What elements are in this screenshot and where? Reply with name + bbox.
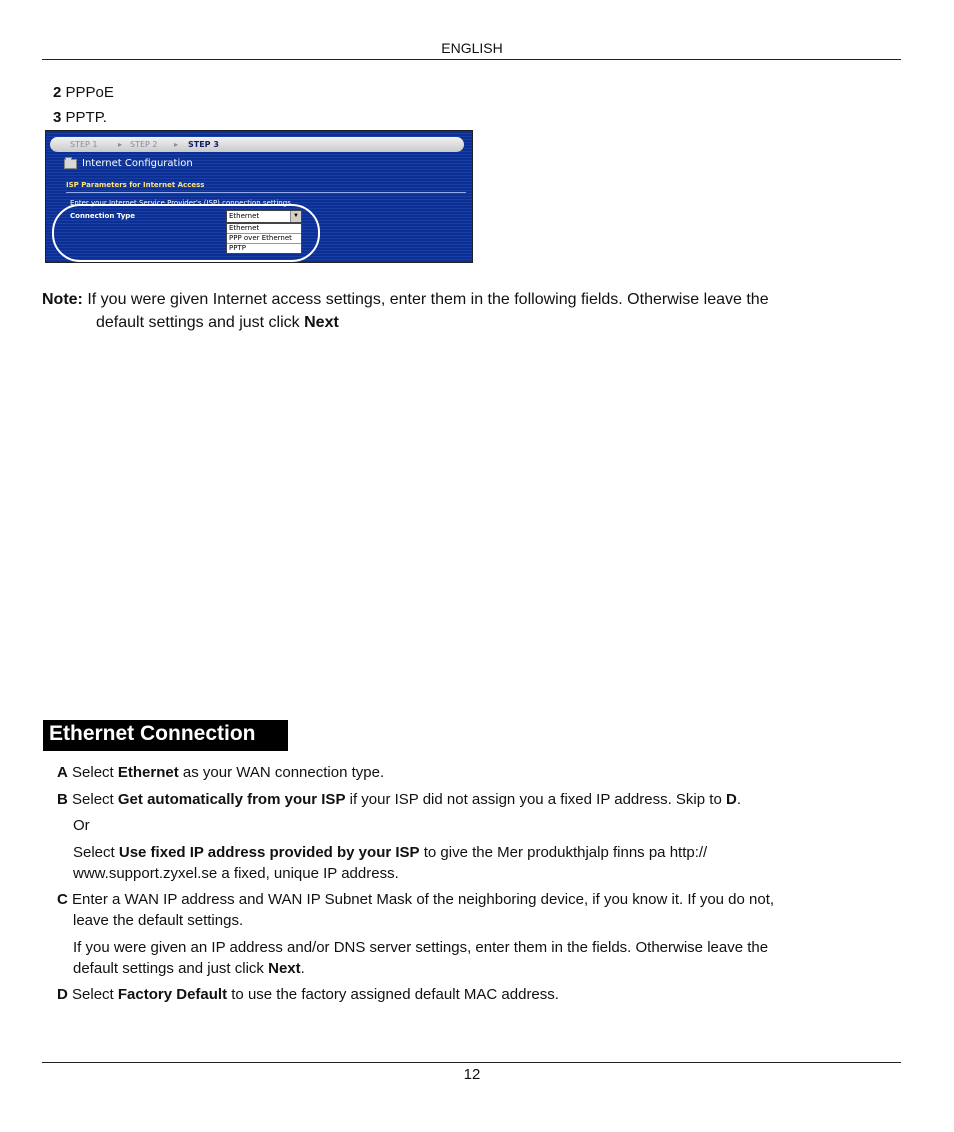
item-d bbox=[57, 984, 559, 1005]
note-next-bold: Next bbox=[304, 314, 339, 331]
item-text: . bbox=[300, 960, 305, 977]
folder-icon bbox=[64, 159, 77, 169]
item-text: to use the factory assigned default MAC address. bbox=[231, 986, 559, 1003]
item-bold: D bbox=[725, 791, 737, 808]
list-item-text: PPPoE bbox=[65, 84, 114, 101]
item-bold: Factory Default bbox=[117, 986, 228, 1003]
item-text: Select bbox=[73, 844, 115, 861]
wizard-step-1: STEP 1 bbox=[70, 140, 98, 149]
wizard-steps-bar bbox=[50, 137, 464, 152]
item-text: as your WAN connection type. bbox=[182, 764, 385, 781]
wizard-step-3: STEP 3 bbox=[188, 140, 219, 149]
highlight-ring bbox=[52, 204, 320, 262]
list-item-number: 3 bbox=[53, 109, 62, 126]
wizard-title bbox=[64, 158, 193, 169]
item-bold: Next bbox=[268, 960, 301, 977]
item-bold: Use fixed IP address provided by your ISP bbox=[118, 844, 420, 861]
note-label: Note: bbox=[42, 291, 83, 308]
item-text: Enter a WAN IP address and WAN IP Subnet Mask of the neighboring device, if you know it. If you do not, bbox=[72, 891, 775, 908]
list-item bbox=[53, 109, 107, 126]
connection-type-value: Ethernet bbox=[229, 212, 260, 220]
note-text-2-line bbox=[42, 311, 902, 334]
note-block bbox=[42, 288, 902, 334]
isp-section-heading: ISP Parameters for Internet Access bbox=[66, 181, 205, 189]
header-language: ENGLISH bbox=[441, 40, 503, 56]
page-number: 12 bbox=[463, 1066, 481, 1083]
list-item bbox=[53, 84, 114, 101]
list-item-number: 2 bbox=[53, 84, 62, 101]
option-ethernet[interactable]: Ethernet bbox=[227, 224, 301, 234]
step-arrow-icon: ▸ bbox=[118, 140, 123, 149]
footer-rule bbox=[42, 1062, 901, 1063]
item-text: Select bbox=[72, 791, 114, 808]
item-bold: Ethernet bbox=[117, 764, 179, 781]
item-text: Select bbox=[72, 986, 114, 1003]
item-text: if your ISP did not assign you a fixed IP address. Skip to bbox=[349, 791, 722, 808]
wizard-step-2: STEP 2 bbox=[130, 140, 158, 149]
item-c2 bbox=[73, 937, 903, 979]
header-rule bbox=[42, 59, 901, 60]
list-item-text: PPTP. bbox=[65, 109, 107, 126]
step-arrow-icon: ▸ bbox=[174, 140, 179, 149]
item-or: Or bbox=[73, 817, 90, 834]
item-text: default settings and just click bbox=[73, 960, 264, 977]
item-letter: C bbox=[57, 891, 68, 908]
item-letter: A bbox=[57, 764, 68, 781]
option-pppoe[interactable]: PPP over Ethernet bbox=[227, 234, 301, 244]
section-title: Ethernet Connection bbox=[43, 720, 288, 751]
isp-description: Enter your Internet Service Provider's (ISP) connection settings bbox=[70, 199, 291, 207]
item-text: leave the default settings. bbox=[73, 912, 244, 929]
wizard-title-text: Internet Configuration bbox=[82, 158, 193, 169]
item-letter: D bbox=[57, 986, 68, 1003]
item-text: www.support.zyxel.se a fixed, unique IP address. bbox=[73, 865, 399, 882]
option-pptp[interactable]: PPTP bbox=[229, 244, 246, 252]
connection-type-label: Connection Type bbox=[70, 212, 136, 220]
item-c bbox=[57, 889, 897, 931]
item-b2 bbox=[73, 842, 893, 884]
isp-separator bbox=[66, 192, 466, 193]
item-text: . bbox=[736, 791, 741, 808]
note-text-1: If you were given Internet access settings, enter them in the following fields. Otherwise leave the bbox=[87, 291, 769, 308]
wizard-screenshot bbox=[45, 130, 473, 263]
note-text-2: default settings and just click bbox=[96, 314, 300, 331]
item-b bbox=[57, 789, 741, 810]
item-text: Select bbox=[72, 764, 114, 781]
item-letter: B bbox=[57, 791, 68, 808]
item-text: to give the Mer produkthjalp finns pa http:// bbox=[423, 844, 708, 861]
item-a bbox=[57, 762, 384, 783]
item-bold: Get automatically from your ISP bbox=[117, 791, 346, 808]
chevron-down-icon[interactable]: ▼ bbox=[290, 211, 301, 222]
item-text: If you were given an IP address and/or DNS server settings, enter them in the fields. Otherwise leave the bbox=[73, 939, 769, 956]
